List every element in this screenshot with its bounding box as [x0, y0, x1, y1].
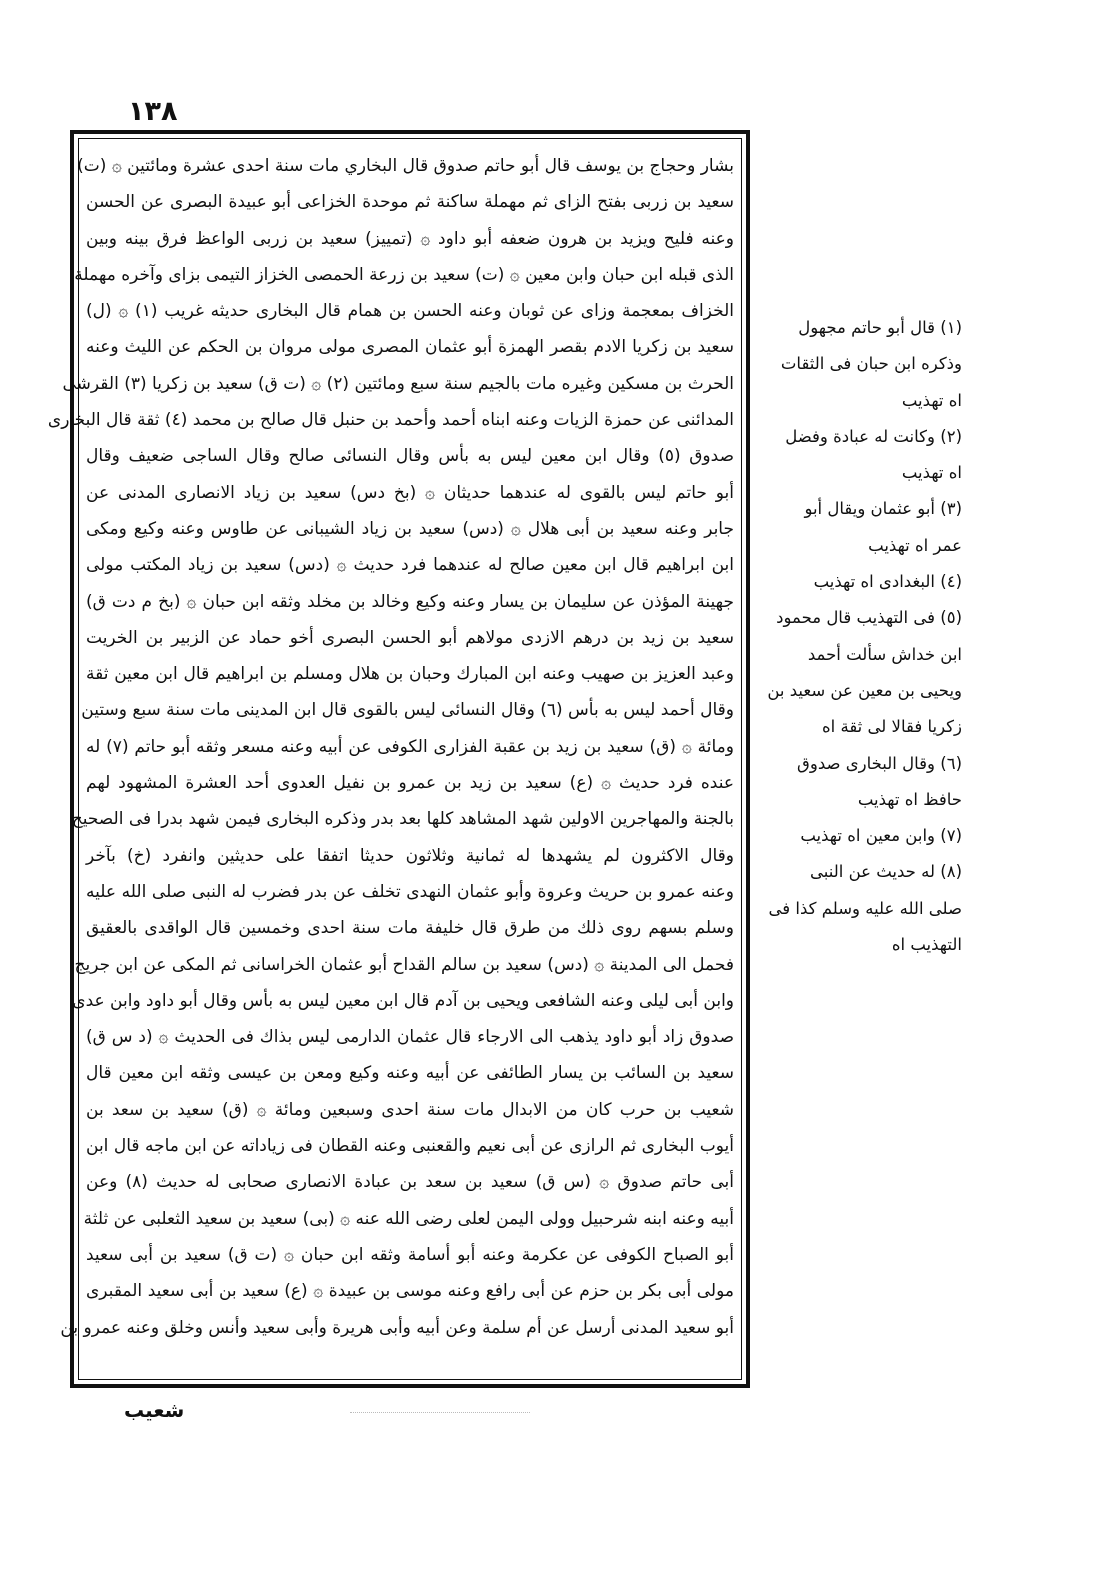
main-text-line: صدوق (٥) وقال ابن معين ليس به بأس وقال النسائى صالح وقال الساجى ضعيف وقال [86, 446, 735, 467]
margin-note-line: (٦) وقال البخارى صدوق [797, 753, 962, 773]
main-text-frame [47, 130, 750, 1388]
main-text-line: أبو حاتم ليس بالقوى له عندهما حديثان ۞ (بخ دس) سعيد بن زياد الانصارى المدنى عن [86, 482, 734, 503]
margin-note-line: (٢) وكانت له عبادة وفضل [785, 426, 962, 446]
main-text-line: أبو سعيد المدنى أرسل عن أم سلمة وعن أبيه وأبى هريرة وأبى سعيد وأنس وخلق وعنه عمرو بن [60, 1317, 734, 1338]
margin-note-line: (٧) وابن معين اه تهذيب [800, 826, 962, 846]
main-text-line: وعنه فليح ويزيد بن هرون ضعفه أبو داود ۞ (تمييز) سعيد بن زربى الواعظ فرق بينه وبين [86, 228, 734, 249]
main-text-line: عنده فرد حديث ۞ (ع) سعيد بن زيد بن عمرو بن نفيل العدوى أحد العشرة المشهود لهم [86, 773, 734, 794]
main-text-line: سعيد بن زيد بن درهم الازدى مولاهم أبو الحسن البصرى أخو حماد عن الزبير بن الخريت [86, 627, 734, 648]
main-text-line: ومائة ۞ (ق) سعيد بن زيد بن عقبة الفزارى الكوفى عن أبيه وعنه مسعر وثقه أبو حاتم (٧) له [86, 736, 734, 757]
main-text-line: الخزاف بمعجمة وزاى عن ثوبان وعنه الحسن بن همام قال البخارى حديثه غريب (١) ۞ (ل) [86, 301, 734, 322]
main-text-line: الذى قبله ابن حبان وابن معين ۞ (ت) سعيد بن زرعة الحمصى الخزاز التيمى بزاى وآخره مهملة [74, 264, 734, 285]
main-text-line: مولى أبى بكر بن حزم عن أبى رافع وعنه موسى بن عبيدة ۞ (ع) سعيد بن أبى سعيد المقبرى [86, 1281, 734, 1302]
margin-note-line: صلى الله عليه وسلم كذا فى [768, 898, 962, 918]
main-text-line: ابن ابراهيم قال ابن معين صالح له عندهما فرد حديث ۞ (دس) سعيد بن زياد المكتب مولى [86, 555, 734, 576]
main-text-line: سعيد بن زكريا الادم بقصر الهمزة أبو عثمان المصرى مولى مروان بن الحكم عن الليث وعنه [86, 337, 734, 358]
margin-note-line: حافظ اه تهذيب [857, 789, 962, 809]
main-text-line: وقال أحمد ليس به بأس (٦) وقال النسائى ليس بالقوى قال ابن المدينى مات سنة سبع وستين [81, 700, 734, 721]
main-text-line: وعنه عمرو بن حريث وعروة وأبو عثمان النهدى تخلف عن بدر فضرب له النبى صلى الله عليه [86, 881, 734, 902]
scan-artifact [350, 1412, 530, 1417]
main-text-line: جهينة المؤذن عن سليمان بن يسار وعنه وكيع وخالد بن مخلد وثقه ابن حبان ۞ (بخ م دت ق) [86, 591, 734, 612]
main-text-line: الحرث بن مسكين وغيره مات بالجيم سنة سبع ومائتين (٢) ۞ (ت ق) سعيد بن زكريا (٣) القرشى [62, 373, 734, 394]
main-text-line: وابن أبى ليلى وعنه الشافعى ويحيى بن آدم قال ابن معين ليس به بأس وقال أبو داود وابن عدى [72, 990, 734, 1011]
margin-note-line: عمر اه تهذيب [868, 535, 962, 555]
main-text-line: أبيه وعنه ابنه شرحبيل وولى اليمن لعلى رضى الله عنه ۞ (بى) سعيد بن سعيد الثعلبى عن ثلثة [83, 1208, 734, 1229]
main-text-line: جابر وعنه سعيد بن أبى هلال ۞ (دس) سعيد بن زياد الشيبانى عن طاوس وعنه وكيع ومكى [86, 518, 734, 539]
main-text-line: بالجنة والمهاجرين الاولين شهد المشاهد كلها بعد بدر وذكره البخارى فيمن شهد بدرا فى الصحيح [71, 809, 734, 830]
margin-note-line: ابن خداش سألت أحمد [807, 644, 962, 664]
main-text-line: وقال الاكثرون لم يشهدها له ثمانية وثلاثون حديثا اتفقا على حديثين وانفرد (خ) بآخر [86, 845, 734, 866]
margin-note-line: زكريا فقالا لى ثقة اه [822, 717, 962, 737]
main-text-line: أبى حاتم صدوق ۞ (س ق) سعيد بن سعد بن عبادة الانصارى صحابى له حديث (٨) وعن [86, 1172, 734, 1193]
margin-note-line: (٣) أبو عثمان ويقال أبو [804, 499, 962, 519]
main-text-line: سعيد بن زربى بفتح الزاى ثم مهملة ساكنة ثم موحدة الخزاعى أبو عبيدة البصرى عن الحسن [86, 192, 734, 213]
margin-note-line: اه تهذيب [901, 390, 962, 410]
margin-note-line: ويحيى بن معين عن سعيد بن [767, 680, 962, 700]
main-text-block [47, 148, 735, 1346]
margin-note-line: وذكره ابن حبان فى الثقات [780, 354, 962, 374]
margin-note-line: (٤) البغدادى اه تهذيب [813, 572, 962, 592]
margin-notes [762, 310, 962, 963]
catchword: شعيب [124, 1398, 185, 1422]
main-text-line: أبو الصباح الكوفى عن عكرمة وعنه أبو أسامة وثقه ابن حبان ۞ (ت ق) سعيد بن أبى سعيد [86, 1244, 734, 1265]
main-text-line: بشار وحجاج بن يوسف قال أبو حاتم صدوق قال البخاري مات سنة احدى عشرة ومائتين ۞ (ت) [77, 156, 734, 176]
main-text-line: أيوب البخارى ثم الرازى عن أبى نعيم والقعنبى وعنه القطان فى زياداته عن ابن ماجه قال ابن [86, 1136, 734, 1157]
main-text-line: فحمل الى المدينة ۞ (دس) سعيد بن سالم القداح أبو عثمان الخراسانى ثم المكى عن ابن جريج [74, 954, 734, 975]
margin-note-line: (٥) فى التهذيب قال محمود [776, 608, 962, 628]
main-text-line: صدوق زاد أبو داود يذهب الى الارجاء قال عثمان الدارمى ليس بذاك فى الحديث ۞ (د س ق) [86, 1027, 734, 1048]
margin-note-line: اه تهذيب [901, 463, 962, 483]
margin-note-line: (٨) له حديث عن النبى [810, 862, 962, 882]
main-text-line: المدائنى عن حمزة الزيات وعنه ابناه أحمد وأحمد بن حنبل قال صالح بن محمد (٤) ثقة قال البخارى [47, 410, 734, 431]
margin-note-line: (١) قال أبو حاتم مجهول [798, 318, 962, 337]
main-text-line: وسلم بسهم روى ذلك من طرق قال خليفة مات سنة احدى وخمسين قال الواقدى بالعقيق [86, 918, 734, 939]
page-number: ١٣٨ [128, 96, 178, 127]
margin-note-line: التهذيب اه [891, 935, 962, 955]
main-text-line: شعيب بن حرب كان من الابدال مات سنة احدى وسبعين ومائة ۞ (ق) سعيد بن سعد بن [86, 1099, 734, 1120]
main-text-line: وعبد العزيز بن صهيب وعنه ابن المبارك وحبان بن هلال ومسلم بن ابراهيم قال ابن معين ثقة [86, 664, 734, 685]
main-text-line: سعيد بن السائب بن يسار الطائفى عن أبيه وعنه وكيع ومعن بن عيسى وثقه ابن معين قال [86, 1063, 734, 1084]
